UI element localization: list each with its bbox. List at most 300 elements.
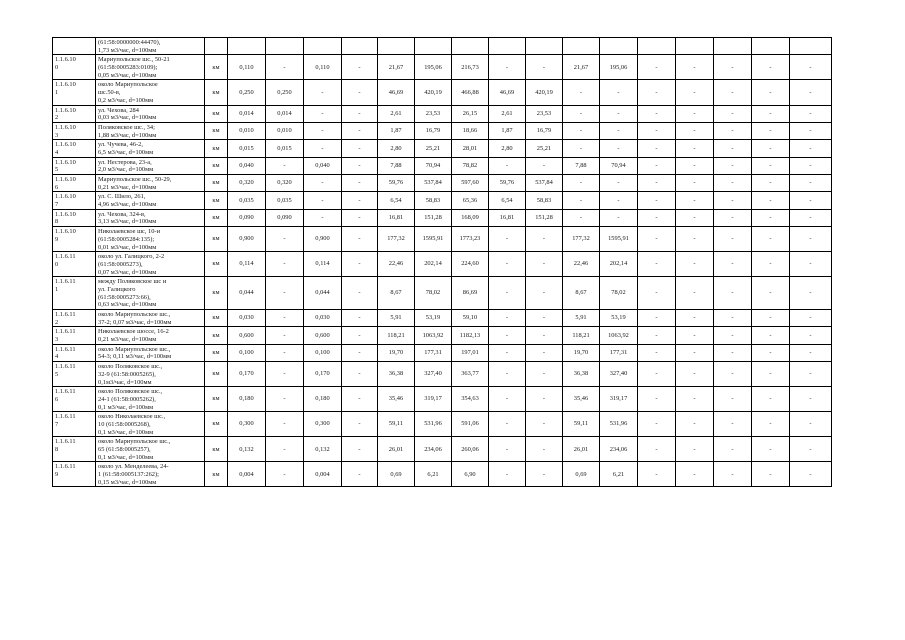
row-value-cell-c5: 36,38 [378, 362, 415, 387]
row-unit-cell: км [205, 437, 228, 462]
row-value-cell-c14: - [714, 412, 752, 437]
row-value-cell-c1: 0,110 [228, 55, 266, 80]
row-value-cell-c10: - [563, 122, 600, 139]
row-value-cell-c13 [676, 38, 714, 55]
row-value-cell-c6: 6,21 [415, 462, 452, 487]
table-body [53, 38, 832, 487]
table-row [53, 175, 832, 192]
row-value-cell-c3: 0,044 [304, 277, 342, 310]
row-value-cell-c8: 59,76 [489, 175, 526, 192]
row-value-cell-c1: 0,320 [228, 175, 266, 192]
row-value-cell-c13: - [676, 192, 714, 209]
row-value-cell-c10: - [563, 140, 600, 157]
row-value-cell-c6: 202,14 [415, 252, 452, 277]
row-value-cell-c7 [452, 38, 489, 55]
row-code-cell: 1.1.6.11 7 [53, 412, 96, 437]
row-value-cell-c2: 0,320 [266, 175, 304, 192]
row-value-cell-c3: - [304, 175, 342, 192]
row-value-cell-c8: - [489, 387, 526, 412]
table-row [53, 387, 832, 412]
row-value-cell-c9: - [526, 227, 563, 252]
row-value-cell-c11: 531,96 [600, 412, 638, 437]
row-value-cell-c1: 0,035 [228, 192, 266, 209]
table-row [53, 55, 832, 80]
row-value-cell-c3: - [304, 192, 342, 209]
row-value-cell-c7: 466,88 [452, 80, 489, 105]
row-value-cell-c10: 8,67 [563, 277, 600, 310]
row-value-cell-c1: 0,300 [228, 412, 266, 437]
row-value-cell-c1: 0,600 [228, 327, 266, 344]
row-value-cell-c10: - [563, 192, 600, 209]
row-value-cell-c4: - [342, 55, 378, 80]
row-value-cell-c2: 0,035 [266, 192, 304, 209]
row-value-cell-c15: - [752, 327, 790, 344]
table-row [53, 344, 832, 361]
row-value-cell-c5: 19,70 [378, 344, 415, 361]
row-value-cell-c16: - [790, 157, 832, 174]
row-code-cell: 1.1.6.10 8 [53, 209, 96, 226]
row-value-cell-c6: 195,06 [415, 55, 452, 80]
row-value-cell-c8: - [489, 310, 526, 327]
row-value-cell-c14: - [714, 327, 752, 344]
row-value-cell-c8: - [489, 327, 526, 344]
row-value-cell-c13: - [676, 344, 714, 361]
row-value-cell-c12: - [638, 387, 676, 412]
table-row [53, 209, 832, 226]
row-value-cell-c8: 1,87 [489, 122, 526, 139]
row-value-cell-c3: - [304, 105, 342, 122]
row-value-cell-c6: 151,28 [415, 209, 452, 226]
row-value-cell-c8 [489, 38, 526, 55]
row-value-cell-c15: - [752, 387, 790, 412]
row-description-cell: Николаевское шоссе, 16-2 0,21 м3/час, d=100мм [96, 327, 205, 344]
row-value-cell-c6: 234,06 [415, 437, 452, 462]
row-value-cell-c13: - [676, 122, 714, 139]
row-code-cell: 1.1.6.11 5 [53, 362, 96, 387]
row-code-cell: 1.1.6.11 1 [53, 277, 96, 310]
table-row [53, 140, 832, 157]
row-value-cell-c3: 0,132 [304, 437, 342, 462]
row-value-cell-c1: 0,004 [228, 462, 266, 487]
row-value-cell-c14: - [714, 437, 752, 462]
row-value-cell-c9: 25,21 [526, 140, 563, 157]
row-value-cell-c6: 53,19 [415, 310, 452, 327]
row-value-cell-c6: 70,94 [415, 157, 452, 174]
row-value-cell-c8: 2,80 [489, 140, 526, 157]
row-value-cell-c14: - [714, 227, 752, 252]
row-unit-cell: км [205, 252, 228, 277]
row-code-cell: 1.1.6.11 0 [53, 252, 96, 277]
row-value-cell-c12: - [638, 252, 676, 277]
row-value-cell-c11 [600, 38, 638, 55]
row-value-cell-c3: 0,114 [304, 252, 342, 277]
row-value-cell-c10: 36,38 [563, 362, 600, 387]
row-value-cell-c14: - [714, 55, 752, 80]
row-value-cell-c7: 1773,23 [452, 227, 489, 252]
row-value-cell-c15: - [752, 437, 790, 462]
row-code-cell: 1.1.6.10 0 [53, 55, 96, 80]
table-row [53, 38, 832, 55]
row-value-cell-c9: - [526, 157, 563, 174]
row-value-cell-c4: - [342, 157, 378, 174]
row-value-cell-c6: 327,40 [415, 362, 452, 387]
table-row [53, 462, 832, 487]
row-value-cell-c6 [415, 38, 452, 55]
row-value-cell-c6: 1595,91 [415, 227, 452, 252]
row-value-cell-c1 [228, 38, 266, 55]
row-value-cell-c5: 118,21 [378, 327, 415, 344]
row-value-cell-c5: 2,80 [378, 140, 415, 157]
row-unit-cell: км [205, 227, 228, 252]
row-value-cell-c16: - [790, 227, 832, 252]
row-value-cell-c3: 0,170 [304, 362, 342, 387]
row-value-cell-c2: - [266, 227, 304, 252]
row-value-cell-c11: 327,40 [600, 362, 638, 387]
row-value-cell-c3: 0,900 [304, 227, 342, 252]
row-value-cell-c13: - [676, 140, 714, 157]
row-value-cell-c4: - [342, 122, 378, 139]
row-value-cell-c8: 46,69 [489, 80, 526, 105]
row-value-cell-c16: - [790, 362, 832, 387]
row-description-cell: между Поляковское шс и ул. Галицкого (61:58:0005273:66), 0,63 м3/час, d=100мм [96, 277, 205, 310]
row-unit-cell: км [205, 175, 228, 192]
row-value-cell-c16: - [790, 105, 832, 122]
row-value-cell-c15: - [752, 252, 790, 277]
row-value-cell-c1: 0,010 [228, 122, 266, 139]
row-value-cell-c3: 0,004 [304, 462, 342, 487]
row-code-cell: 1.1.6.10 2 [53, 105, 96, 122]
row-value-cell-c14: - [714, 140, 752, 157]
row-value-cell-c13: - [676, 362, 714, 387]
row-value-cell-c10: 19,70 [563, 344, 600, 361]
row-value-cell-c4: - [342, 310, 378, 327]
row-value-cell-c13: - [676, 157, 714, 174]
row-value-cell-c14: - [714, 252, 752, 277]
row-value-cell-c5: 59,76 [378, 175, 415, 192]
row-value-cell-c5: 16,81 [378, 209, 415, 226]
row-value-cell-c5: 1,87 [378, 122, 415, 139]
row-value-cell-c5: 46,69 [378, 80, 415, 105]
row-value-cell-c5: 0,69 [378, 462, 415, 487]
row-value-cell-c5: 7,88 [378, 157, 415, 174]
row-value-cell-c9: 58,83 [526, 192, 563, 209]
row-unit-cell: км [205, 362, 228, 387]
row-value-cell-c1: 0,250 [228, 80, 266, 105]
row-value-cell-c16: - [790, 175, 832, 192]
row-description-cell: ул. С. Шило, 261, 4,96 м3/час, d=100мм [96, 192, 205, 209]
row-value-cell-c2: 0,010 [266, 122, 304, 139]
row-value-cell-c6: 58,83 [415, 192, 452, 209]
row-value-cell-c8: - [489, 462, 526, 487]
row-value-cell-c12: - [638, 192, 676, 209]
row-value-cell-c11: 234,06 [600, 437, 638, 462]
row-code-cell: 1.1.6.11 2 [53, 310, 96, 327]
row-value-cell-c5: 6,54 [378, 192, 415, 209]
row-value-cell-c14: - [714, 362, 752, 387]
row-value-cell-c8: - [489, 344, 526, 361]
row-value-cell-c7: 591,06 [452, 412, 489, 437]
row-value-cell-c12: - [638, 412, 676, 437]
row-value-cell-c7: 597,60 [452, 175, 489, 192]
row-value-cell-c7: 216,73 [452, 55, 489, 80]
row-value-cell-c15: - [752, 122, 790, 139]
row-value-cell-c14: - [714, 175, 752, 192]
table-row [53, 437, 832, 462]
row-value-cell-c13: - [676, 55, 714, 80]
row-value-cell-c2: - [266, 55, 304, 80]
row-value-cell-c11: 177,31 [600, 344, 638, 361]
row-value-cell-c7: 354,63 [452, 387, 489, 412]
row-unit-cell: км [205, 140, 228, 157]
table-row [53, 105, 832, 122]
row-unit-cell: км [205, 344, 228, 361]
row-value-cell-c15: - [752, 227, 790, 252]
row-unit-cell: км [205, 55, 228, 80]
table-row [53, 310, 832, 327]
row-value-cell-c7: 28,01 [452, 140, 489, 157]
row-value-cell-c6: 537,84 [415, 175, 452, 192]
table-row [53, 252, 832, 277]
table-row [53, 122, 832, 139]
row-value-cell-c9: - [526, 437, 563, 462]
row-value-cell-c1: 0,132 [228, 437, 266, 462]
row-value-cell-c10: - [563, 105, 600, 122]
row-value-cell-c10: - [563, 80, 600, 105]
row-value-cell-c5: 35,46 [378, 387, 415, 412]
row-description-cell: около Николаевское шс., 10 (61:58:0005268), 0,1 м3/час, d=100мм [96, 412, 205, 437]
row-value-cell-c3: - [304, 122, 342, 139]
row-value-cell-c2 [266, 38, 304, 55]
row-unit-cell: км [205, 209, 228, 226]
row-value-cell-c9: - [526, 252, 563, 277]
table-row [53, 412, 832, 437]
row-value-cell-c16: - [790, 122, 832, 139]
row-value-cell-c16: - [790, 277, 832, 310]
row-value-cell-c15: - [752, 105, 790, 122]
row-value-cell-c12: - [638, 122, 676, 139]
row-value-cell-c15: - [752, 344, 790, 361]
table-row [53, 227, 832, 252]
row-code-cell: 1.1.6.10 4 [53, 140, 96, 157]
row-value-cell-c10: 26,01 [563, 437, 600, 462]
row-description-cell: около Мариупольское шс., 37-2; 0,07 м3/час, d=100мм [96, 310, 205, 327]
row-value-cell-c15: - [752, 55, 790, 80]
row-value-cell-c3: 0,110 [304, 55, 342, 80]
row-value-cell-c12: - [638, 140, 676, 157]
row-value-cell-c12: - [638, 362, 676, 387]
row-value-cell-c9: 23,53 [526, 105, 563, 122]
row-value-cell-c1: 0,044 [228, 277, 266, 310]
row-value-cell-c7: 86,69 [452, 277, 489, 310]
row-value-cell-c5 [378, 38, 415, 55]
row-value-cell-c8: 2,61 [489, 105, 526, 122]
row-value-cell-c15: - [752, 412, 790, 437]
row-value-cell-c7: 197,01 [452, 344, 489, 361]
row-value-cell-c3: - [304, 80, 342, 105]
row-unit-cell: км [205, 192, 228, 209]
row-value-cell-c11: - [600, 175, 638, 192]
row-value-cell-c15: - [752, 310, 790, 327]
row-unit-cell: км [205, 277, 228, 310]
row-value-cell-c4: - [342, 327, 378, 344]
row-value-cell-c16: - [790, 192, 832, 209]
row-value-cell-c12: - [638, 157, 676, 174]
row-value-cell-c14: - [714, 192, 752, 209]
row-value-cell-c13: - [676, 252, 714, 277]
row-value-cell-c11: - [600, 209, 638, 226]
row-value-cell-c4: - [342, 140, 378, 157]
row-value-cell-c4: - [342, 192, 378, 209]
row-value-cell-c16: - [790, 462, 832, 487]
row-value-cell-c1: 0,180 [228, 387, 266, 412]
row-code-cell: 1.1.6.11 8 [53, 437, 96, 462]
row-value-cell-c6: 23,53 [415, 105, 452, 122]
row-value-cell-c15: - [752, 209, 790, 226]
row-value-cell-c2: - [266, 277, 304, 310]
row-value-cell-c7: 65,36 [452, 192, 489, 209]
row-description-cell: около Мариупольское шс., 54-3; 0,11 м3/час, d=100мм [96, 344, 205, 361]
row-value-cell-c13: - [676, 437, 714, 462]
row-description-cell: ул. Чехова, 284 0,03 м3/час, d=100мм [96, 105, 205, 122]
row-value-cell-c12: - [638, 80, 676, 105]
row-value-cell-c5: 2,61 [378, 105, 415, 122]
row-code-cell: 1.1.6.10 3 [53, 122, 96, 139]
row-value-cell-c15: - [752, 462, 790, 487]
row-value-cell-c13: - [676, 277, 714, 310]
row-description-cell: около Поляковское шс., 24-1 (61:58:0005262), 0,1 м3/час, d=100мм [96, 387, 205, 412]
row-value-cell-c3 [304, 38, 342, 55]
row-value-cell-c5: 5,91 [378, 310, 415, 327]
row-value-cell-c8: - [489, 227, 526, 252]
row-value-cell-c15: - [752, 140, 790, 157]
row-value-cell-c12: - [638, 209, 676, 226]
row-code-cell: 1.1.6.10 9 [53, 227, 96, 252]
row-value-cell-c9: - [526, 55, 563, 80]
row-value-cell-c13: - [676, 209, 714, 226]
row-value-cell-c14: - [714, 277, 752, 310]
row-description-cell: около Мариупольское шс., 65 (61:58:0005257), 0,1 м3/час, d=100мм [96, 437, 205, 462]
row-value-cell-c16: - [790, 344, 832, 361]
row-unit-cell: км [205, 412, 228, 437]
row-value-cell-c9: - [526, 327, 563, 344]
row-value-cell-c12: - [638, 344, 676, 361]
row-value-cell-c13: - [676, 175, 714, 192]
row-value-cell-c5: 8,67 [378, 277, 415, 310]
row-value-cell-c12: - [638, 55, 676, 80]
row-value-cell-c9: - [526, 310, 563, 327]
row-description-cell: Мариупольское шс., 50-29, 0,21 м3/час, d=100мм [96, 175, 205, 192]
row-value-cell-c1: 0,170 [228, 362, 266, 387]
row-value-cell-c6: 25,21 [415, 140, 452, 157]
row-value-cell-c10: 5,91 [563, 310, 600, 327]
row-value-cell-c1: 0,030 [228, 310, 266, 327]
row-value-cell-c13: - [676, 227, 714, 252]
row-code-cell: 1.1.6.11 9 [53, 462, 96, 487]
row-value-cell-c14: - [714, 80, 752, 105]
row-value-cell-c1: 0,900 [228, 227, 266, 252]
row-value-cell-c12: - [638, 437, 676, 462]
row-value-cell-c11: - [600, 192, 638, 209]
row-value-cell-c4: - [342, 344, 378, 361]
row-value-cell-c11: 53,19 [600, 310, 638, 327]
row-value-cell-c16: - [790, 252, 832, 277]
row-value-cell-c6: 319,17 [415, 387, 452, 412]
row-value-cell-c7: 260,06 [452, 437, 489, 462]
row-value-cell-c4: - [342, 209, 378, 226]
row-value-cell-c16: - [790, 80, 832, 105]
table-row [53, 157, 832, 174]
row-value-cell-c14: - [714, 105, 752, 122]
row-value-cell-c9: 151,28 [526, 209, 563, 226]
row-value-cell-c11: 1595,91 [600, 227, 638, 252]
row-value-cell-c10: - [563, 175, 600, 192]
row-value-cell-c13: - [676, 327, 714, 344]
row-value-cell-c3: 0,600 [304, 327, 342, 344]
row-value-cell-c9: 537,84 [526, 175, 563, 192]
row-value-cell-c11: - [600, 80, 638, 105]
row-value-cell-c7: 363,77 [452, 362, 489, 387]
row-value-cell-c10: 0,69 [563, 462, 600, 487]
row-value-cell-c4 [342, 38, 378, 55]
row-code-cell: 1.1.6.11 4 [53, 344, 96, 361]
row-value-cell-c13: - [676, 462, 714, 487]
row-value-cell-c9: 420,19 [526, 80, 563, 105]
row-value-cell-c13: - [676, 310, 714, 327]
table-row [53, 327, 832, 344]
row-value-cell-c8: - [489, 412, 526, 437]
row-value-cell-c4: - [342, 462, 378, 487]
row-value-cell-c2: - [266, 462, 304, 487]
row-value-cell-c11: 319,17 [600, 387, 638, 412]
row-value-cell-c6: 177,31 [415, 344, 452, 361]
row-value-cell-c6: 1063,92 [415, 327, 452, 344]
row-code-cell: 1.1.6.11 3 [53, 327, 96, 344]
row-value-cell-c10: - [563, 209, 600, 226]
row-unit-cell [205, 38, 228, 55]
row-value-cell-c15: - [752, 277, 790, 310]
row-value-cell-c5: 177,32 [378, 227, 415, 252]
row-value-cell-c12: - [638, 105, 676, 122]
row-value-cell-c14: - [714, 122, 752, 139]
row-value-cell-c11: 202,14 [600, 252, 638, 277]
row-value-cell-c2: - [266, 252, 304, 277]
row-value-cell-c8: - [489, 252, 526, 277]
row-description-cell: Поляковское шс., 34; 1,88 м3/час, d=100мм [96, 122, 205, 139]
row-value-cell-c9: - [526, 462, 563, 487]
row-value-cell-c14: - [714, 310, 752, 327]
row-value-cell-c6: 16,79 [415, 122, 452, 139]
row-value-cell-c12: - [638, 310, 676, 327]
row-code-cell: 1.1.6.10 6 [53, 175, 96, 192]
row-value-cell-c2: 0,015 [266, 140, 304, 157]
row-value-cell-c15 [752, 38, 790, 55]
row-value-cell-c15: - [752, 157, 790, 174]
row-value-cell-c4: - [342, 80, 378, 105]
row-value-cell-c15: - [752, 80, 790, 105]
row-value-cell-c6: 420,19 [415, 80, 452, 105]
row-value-cell-c15: - [752, 175, 790, 192]
row-value-cell-c12: - [638, 277, 676, 310]
row-value-cell-c11: - [600, 122, 638, 139]
row-value-cell-c2: 0,250 [266, 80, 304, 105]
row-value-cell-c16: - [790, 437, 832, 462]
row-value-cell-c5: 59,11 [378, 412, 415, 437]
row-value-cell-c9: - [526, 387, 563, 412]
row-value-cell-c10: 7,88 [563, 157, 600, 174]
row-value-cell-c8: 6,54 [489, 192, 526, 209]
row-value-cell-c4: - [342, 412, 378, 437]
row-value-cell-c12 [638, 38, 676, 55]
